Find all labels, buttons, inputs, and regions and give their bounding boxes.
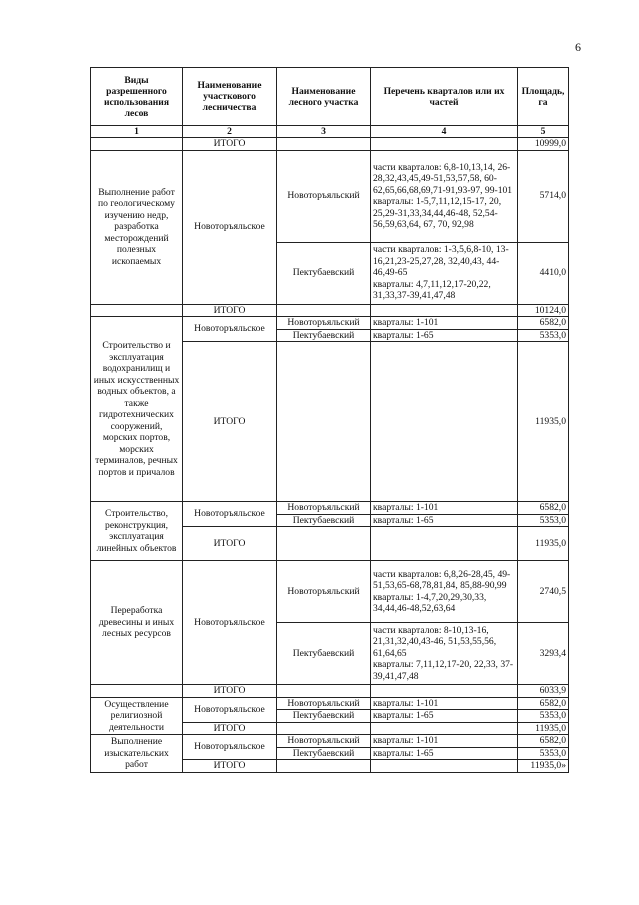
area-value: 5714,0 (518, 150, 569, 242)
plot-name: Пектубаевский (277, 747, 371, 760)
total-value: 6033,9 (518, 685, 569, 698)
plot-name: Новоторъяльский (277, 561, 371, 623)
forest-use-table (90, 67, 569, 773)
plot-name: Пектубаевский (277, 329, 371, 342)
table-row (91, 697, 569, 710)
area-value: 6582,0 (518, 697, 569, 710)
quarters-cell (371, 242, 518, 304)
area-value: 4410,0 (518, 242, 569, 304)
area-value: 5353,0 (518, 710, 569, 723)
total-label: ИТОГО (183, 527, 277, 561)
total-value: 11935,0 (518, 722, 569, 735)
quarters-cell: кварталы: 1-101 (371, 317, 518, 330)
table-row (91, 502, 569, 515)
col-number: 3 (277, 126, 371, 138)
header-forestry: Наименование участкового лесничества (183, 68, 277, 126)
quarters-cell: кварталы: 1-65 (371, 710, 518, 723)
forestry-name: Новоторъяльское (183, 561, 277, 685)
page-number: 6 (575, 40, 581, 54)
quarter-parts: части кварталов: 6,8,26-28,45, 49-51,53,65-68,78,81,84, 85,88-90,99 (373, 568, 511, 591)
header-use-type: Виды разрешенного использования лесов (91, 68, 183, 126)
plot-name: Пектубаевский (277, 710, 371, 723)
total-label: ИТОГО (183, 304, 277, 317)
plot-name: Пектубаевский (277, 242, 371, 304)
use-type-reservoir: Строительство и эксплуатация водохранилищ и иных искусственных водных объектов, а также гидротехнических сооружений, морских портов, морских терминалов, речных портов и причалов (91, 317, 183, 502)
quarters-cell (371, 623, 518, 685)
use-type-survey: Выполнение изыскательских работ (91, 735, 183, 773)
header-area: Площадь, га (518, 68, 569, 126)
plot-name: Новоторъяльский (277, 502, 371, 515)
use-type-religious: Осуществление религиозной деятельности (91, 697, 183, 735)
forestry-name: Новоторъяльское (183, 697, 277, 722)
quarter-parts: части кварталов: 6,8-10,13,14, 26-28,32,43,45,49-51,53,57,58, 60-62,65,66,68,69,71-91,93-97, 99-101 (373, 161, 513, 196)
plot-name: Новоторъяльский (277, 697, 371, 710)
area-value: 2740,5 (518, 561, 569, 623)
area-value: 3293,4 (518, 623, 569, 685)
quarters-cell: кварталы: 1-65 (371, 329, 518, 342)
total-label: ИТОГО (183, 760, 277, 773)
header-quarters: Перечень кварталов или их частей (371, 68, 518, 126)
quarter-parts: части кварталов: 8-10,13-16, 21,31,32,40,43-46, 51,53,55,56, 61,64,65 (373, 624, 497, 659)
total-value: 11935,0 (518, 527, 569, 561)
forestry-name: Новоторъяльское (183, 150, 277, 304)
quarters-cell: кварталы: 1-101 (371, 735, 518, 748)
quarter-whole: кварталы: 1-4,7,20,29,30,33, 34,44,46-48,52,63,64 (373, 591, 487, 614)
area-value: 5353,0 (518, 329, 569, 342)
area-value: 5353,0 (518, 747, 569, 760)
col-number: 2 (183, 126, 277, 138)
table-row (91, 561, 569, 623)
column-numbers-row (91, 126, 569, 138)
quarters-cell: кварталы: 1-65 (371, 747, 518, 760)
use-type-wood: Переработка древесины и иных лесных ресурсов (91, 561, 183, 685)
plot-name: Новоторъяльский (277, 735, 371, 748)
table-row (91, 317, 569, 330)
total-label: ИТОГО (183, 342, 277, 502)
total-value: 11935,0 (518, 342, 569, 502)
col-number: 5 (518, 126, 569, 138)
total-value: 10124,0 (518, 304, 569, 317)
quarter-whole: кварталы: 1-5,7,11,12,15-17, 20, 25,29-31,33,34,44,46-48, 52,54-56,59,63,64, 67, 70, 92,98 (373, 196, 502, 230)
quarter-parts: части кварталов: 1-3,5,6,8-10, 13-16,21,23-25,27,28, 32,40,43, 44-46,49-65 (373, 244, 509, 279)
area-value: 6582,0 (518, 735, 569, 748)
forestry-name: Новоторъяльское (183, 735, 277, 760)
use-type-linear: Строительство, реконструкция, эксплуатация линейных объектов (91, 502, 183, 561)
quarters-cell: кварталы: 1-65 (371, 514, 518, 527)
total-label: ИТОГО (183, 722, 277, 735)
quarter-whole: кварталы: 7,11,12,17-20, 22,33, 37-39,41,47,48 (373, 659, 514, 682)
use-type-geology: Выполнение работ по геологическому изучению недр, разработка месторождений полезных ископаемых (91, 150, 183, 304)
table-row (91, 735, 569, 748)
table-row (91, 150, 569, 242)
total-value: 10999,0 (518, 138, 569, 151)
col-number: 1 (91, 126, 183, 138)
total-value: 11935,0» (518, 760, 569, 773)
forestry-name: Новоторъяльское (183, 502, 277, 527)
plot-name: Пектубаевский (277, 623, 371, 685)
plot-name: Новоторъяльский (277, 317, 371, 330)
area-value: 5353,0 (518, 514, 569, 527)
forestry-name: Новоторъяльское (183, 317, 277, 342)
total-label: ИТОГО (183, 138, 277, 151)
area-value: 6582,0 (518, 502, 569, 515)
quarters-cell (371, 561, 518, 623)
area-value: 6582,0 (518, 317, 569, 330)
total-label: ИТОГО (183, 685, 277, 698)
header-plot: Наименование лесного участка (277, 68, 371, 126)
quarter-whole: кварталы: 4,7,11,12,17-20,22, 31,33,37-39,41,47,48 (373, 278, 491, 302)
plot-name: Новоторъяльский (277, 150, 371, 242)
quarters-cell: кварталы: 1-101 (371, 502, 518, 515)
table-row (91, 138, 569, 151)
plot-name: Пектубаевский (277, 514, 371, 527)
quarters-cell (371, 150, 518, 242)
col-number: 4 (371, 126, 518, 138)
header-row (91, 68, 569, 126)
quarters-cell: кварталы: 1-101 (371, 697, 518, 710)
table-row (91, 304, 569, 317)
table-row (91, 685, 569, 698)
